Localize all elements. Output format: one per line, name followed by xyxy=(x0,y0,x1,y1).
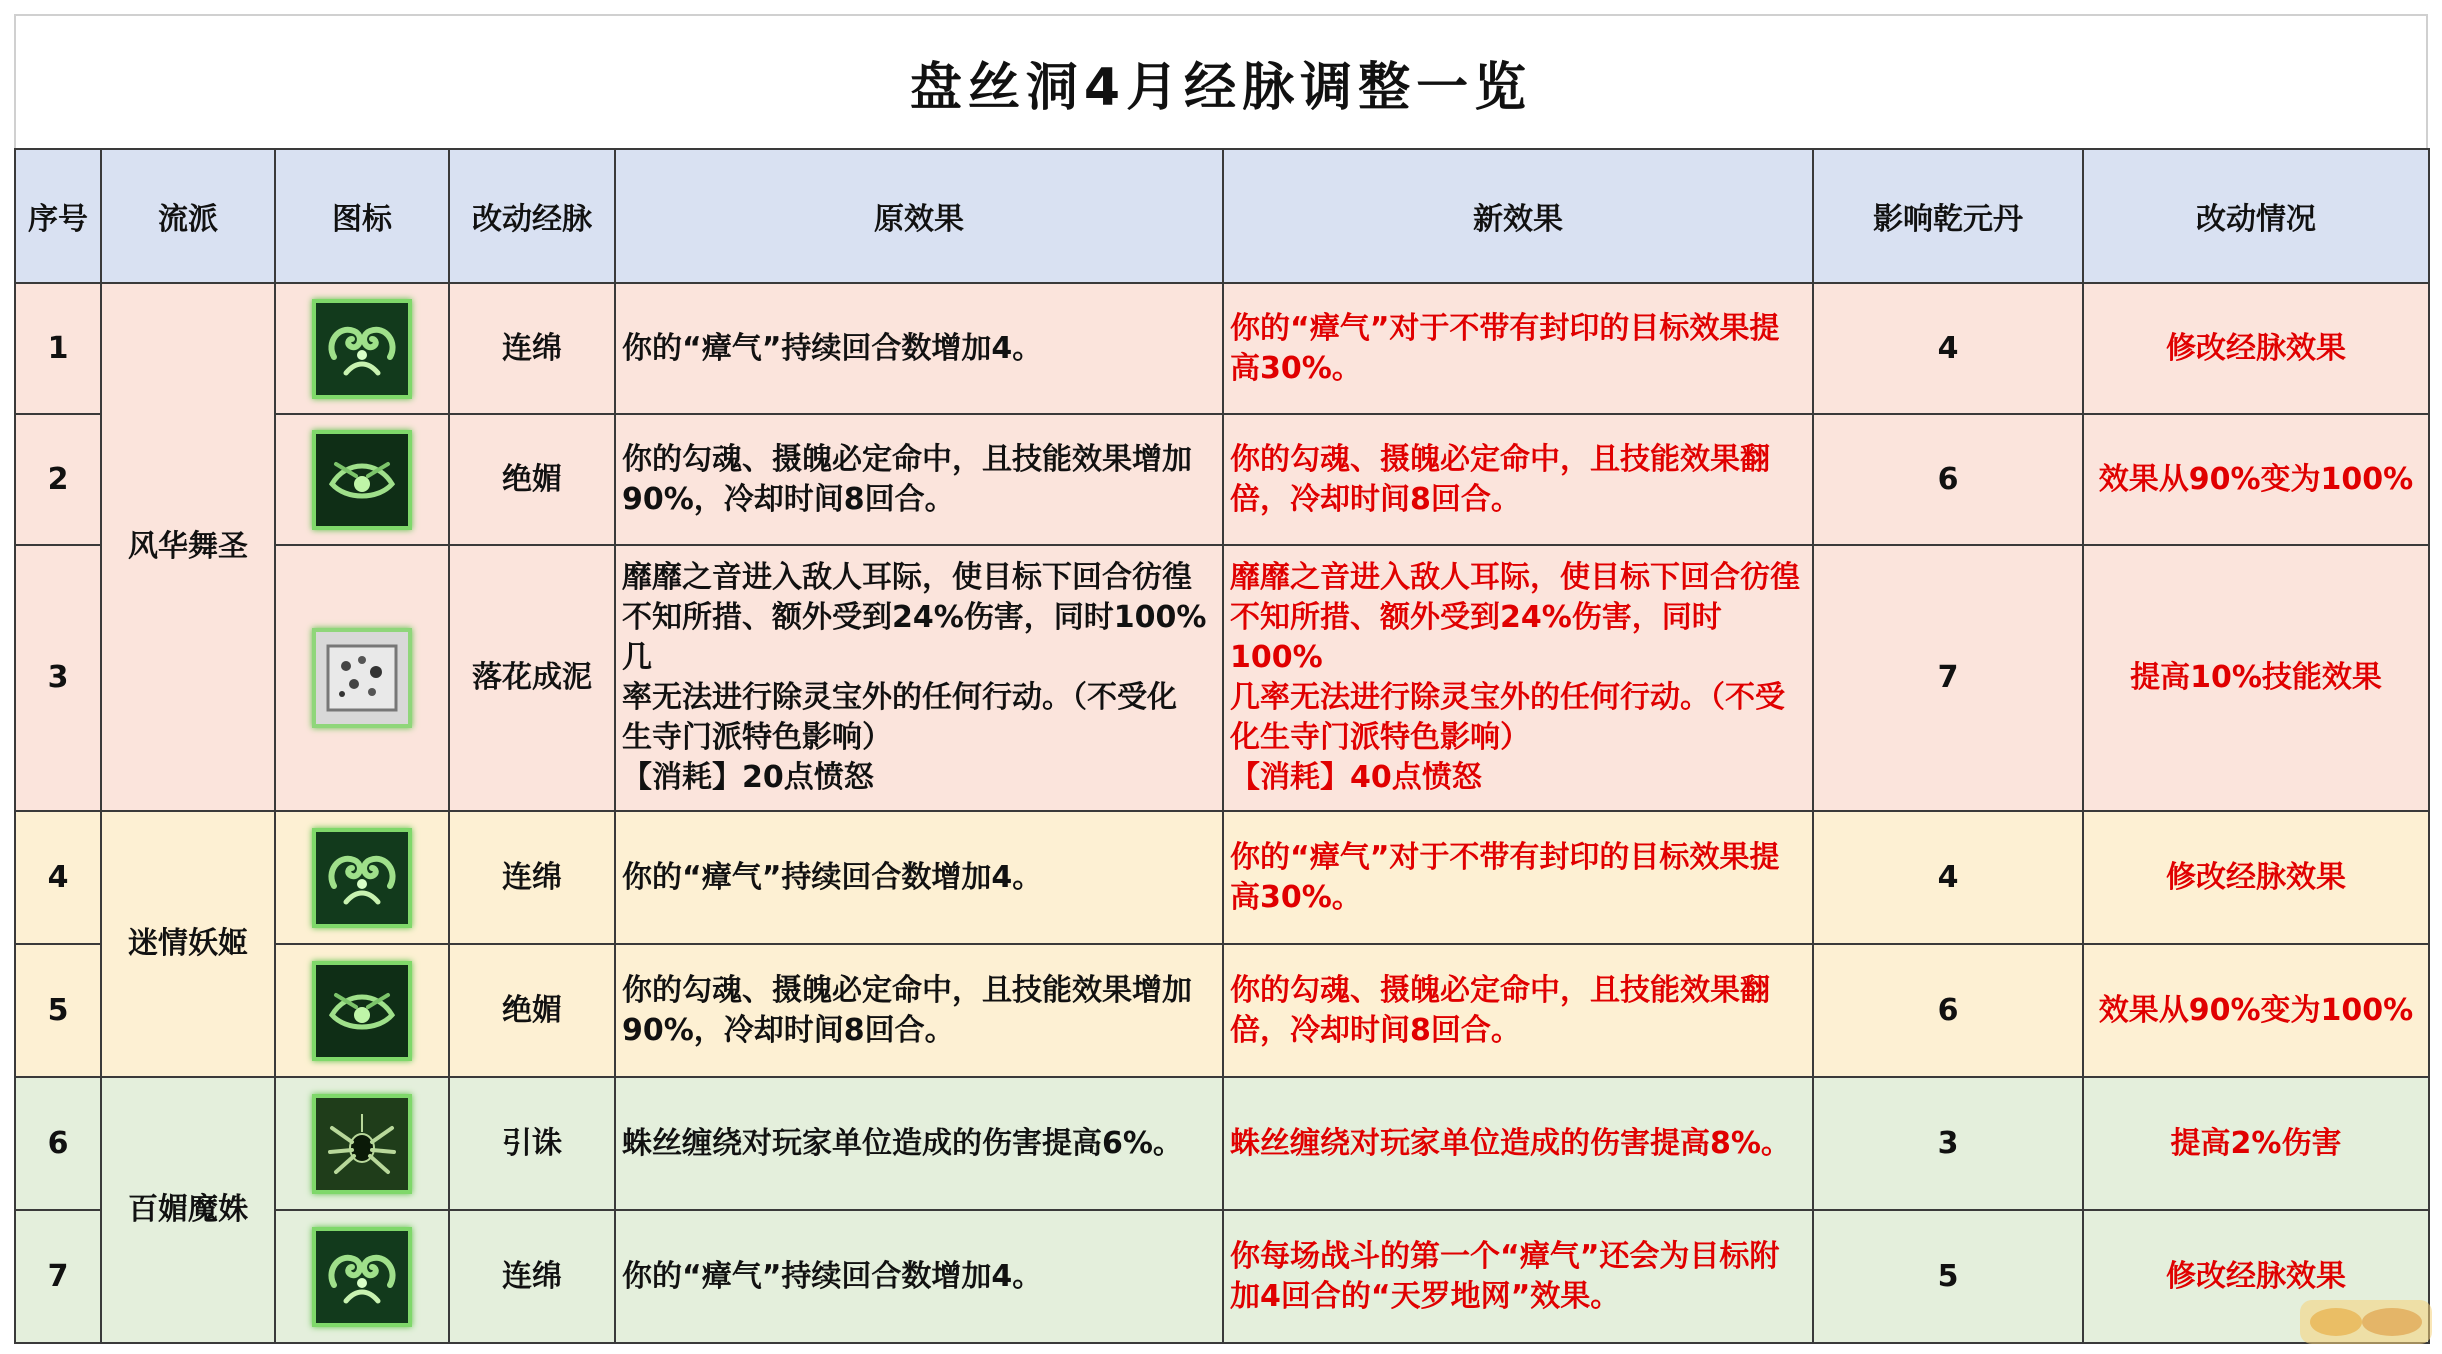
new-effect-line: 你的勾魂、摄魄必定命中，且技能效果翻 xyxy=(1230,441,1770,477)
new-effect xyxy=(1223,1210,1813,1343)
row-number: 5 xyxy=(15,944,101,1077)
old-effect xyxy=(615,545,1223,811)
new-effect-line: 你的勾魂、摄魄必定命中，且技能效果翻 xyxy=(1230,972,1770,1008)
old-effect-line: 靡靡之音进入敌人耳际，使目标下回合彷徨 xyxy=(622,560,1192,595)
old-effect-line: 你的“瘴气”持续回合数增加4。 xyxy=(622,859,1043,895)
old-effect-line: 率无法进行除灵宝外的任何行动。（不受化 xyxy=(622,680,1177,715)
new-effect-line: 高30%。 xyxy=(1230,879,1362,915)
change-status: 提高2%伤害 xyxy=(2083,1077,2429,1210)
watermark-logo xyxy=(2296,1294,2436,1350)
meridian-name: 引诛 xyxy=(449,1077,615,1210)
meridian-name: 绝媚 xyxy=(449,414,615,545)
old-effect-line: 生寺门派特色影响） xyxy=(622,720,892,755)
old-effect-line: 你的“瘴气”持续回合数增加4。 xyxy=(622,1258,1043,1294)
icon-cell xyxy=(275,811,449,944)
table-row xyxy=(15,545,2429,811)
change-status: 提高10%技能效果 xyxy=(2083,545,2429,811)
old-effect-line: 【消耗】20点愤怒 xyxy=(622,760,874,795)
curl-vine-icon xyxy=(312,1227,412,1327)
header-cell: 原效果 xyxy=(615,149,1223,283)
new-effect-line: 不知所措、额外受到24%伤害，同时100% xyxy=(1230,600,1722,675)
new-effect-line: 【消耗】40点愤怒 xyxy=(1230,760,1482,795)
old-effect-line: 你的“瘴气”持续回合数增加4。 xyxy=(622,330,1043,366)
new-effect xyxy=(1223,944,1813,1077)
row-number: 7 xyxy=(15,1210,101,1343)
new-effect-line: 几率无法进行除灵宝外的任何行动。（不受 xyxy=(1230,680,1785,715)
new-effect-line: 高30%。 xyxy=(1230,350,1362,386)
new-effect-line: 化生寺门派特色影响） xyxy=(1230,720,1530,755)
dan-count: 6 xyxy=(1813,944,2083,1077)
old-effect xyxy=(615,1077,1223,1210)
old-effect-line: 你的勾魂、摄魄必定命中，且技能效果增加 xyxy=(622,441,1192,477)
curl-vine-icon xyxy=(312,828,412,928)
meridian-name: 连绵 xyxy=(449,1210,615,1343)
icon-cell xyxy=(275,1077,449,1210)
header-cell: 序号 xyxy=(15,149,101,283)
row-number: 1 xyxy=(15,283,101,414)
table-row xyxy=(15,1210,2429,1343)
old-effect-line: 你的勾魂、摄魄必定命中，且技能效果增加 xyxy=(622,972,1192,1008)
header-cell: 新效果 xyxy=(1223,149,1813,283)
spider-icon xyxy=(312,1094,412,1194)
row-number: 4 xyxy=(15,811,101,944)
old-effect-line: 90%，冷却时间8回合。 xyxy=(622,481,955,517)
row-number: 6 xyxy=(15,1077,101,1210)
new-effect-line: 加4回合的“天罗地网”效果。 xyxy=(1230,1278,1621,1314)
header-cell: 改动情况 xyxy=(2083,149,2429,283)
adjustment-table xyxy=(14,148,2430,1344)
header-cell: 流派 xyxy=(101,149,275,283)
old-effect-line: 90%，冷却时间8回合。 xyxy=(622,1012,955,1048)
new-effect xyxy=(1223,1077,1813,1210)
icon-cell xyxy=(275,414,449,545)
eye-icon xyxy=(312,430,412,530)
new-effect xyxy=(1223,545,1813,811)
header-cell: 影响乾元丹 xyxy=(1813,149,2083,283)
new-effect-line: 蛛丝缠绕对玩家单位造成的伤害提高8%。 xyxy=(1230,1125,1791,1161)
dan-count: 4 xyxy=(1813,811,2083,944)
new-effect-line: 靡靡之音进入敌人耳际，使目标下回合彷徨 xyxy=(1230,560,1800,595)
icon-cell xyxy=(275,283,449,414)
school-name: 风华舞圣 xyxy=(101,283,275,811)
icon-cell xyxy=(275,545,449,811)
row-number: 3 xyxy=(15,545,101,811)
icon-cell xyxy=(275,944,449,1077)
new-effect-line: 倍，冷却时间8回合。 xyxy=(1230,481,1521,517)
table-row xyxy=(15,283,2429,414)
new-effect-line: 你的“瘴气”对于不带有封印的目标效果提 xyxy=(1230,839,1780,875)
eye-icon xyxy=(312,961,412,1061)
old-effect-line: 蛛丝缠绕对玩家单位造成的伤害提高6%。 xyxy=(622,1125,1183,1161)
new-effect xyxy=(1223,414,1813,545)
change-status: 修改经脉效果 xyxy=(2083,1210,2429,1343)
school-name: 百媚魔姝 xyxy=(101,1077,275,1343)
meridian-name: 连绵 xyxy=(449,811,615,944)
table-row xyxy=(15,944,2429,1077)
row-number: 2 xyxy=(15,414,101,545)
curl-vine-icon xyxy=(312,299,412,399)
change-status: 修改经脉效果 xyxy=(2083,283,2429,414)
dan-count: 6 xyxy=(1813,414,2083,545)
meridian-name: 连绵 xyxy=(449,283,615,414)
dan-count: 4 xyxy=(1813,283,2083,414)
icon-cell xyxy=(275,1210,449,1343)
new-effect xyxy=(1223,811,1813,944)
old-effect xyxy=(615,283,1223,414)
header-cell: 图标 xyxy=(275,149,449,283)
change-status: 效果从90%变为100% xyxy=(2083,414,2429,545)
new-effect-line: 你每场战斗的第一个“瘴气”还会为目标附 xyxy=(1230,1238,1780,1274)
spreadsheet xyxy=(14,14,2428,1344)
change-status: 效果从90%变为100% xyxy=(2083,944,2429,1077)
old-effect xyxy=(615,1210,1223,1343)
meridian-name: 绝媚 xyxy=(449,944,615,1077)
school-name: 迷情妖姬 xyxy=(101,811,275,1077)
falling-petals-icon xyxy=(312,628,412,728)
table-row xyxy=(15,811,2429,944)
new-effect-line: 你的“瘴气”对于不带有封印的目标效果提 xyxy=(1230,310,1780,346)
table-row xyxy=(15,1077,2429,1210)
old-effect xyxy=(615,811,1223,944)
table-row xyxy=(15,414,2429,545)
old-effect xyxy=(615,414,1223,545)
old-effect xyxy=(615,944,1223,1077)
new-effect xyxy=(1223,283,1813,414)
new-effect-line: 倍，冷却时间8回合。 xyxy=(1230,1012,1521,1048)
header-row xyxy=(15,149,2429,283)
old-effect-line: 不知所措、额外受到24%伤害，同时100%几 xyxy=(622,600,1207,675)
dan-count: 7 xyxy=(1813,545,2083,811)
page-title: 盘丝洞4月经脉调整一览 xyxy=(14,14,2428,148)
change-status: 修改经脉效果 xyxy=(2083,811,2429,944)
dan-count: 3 xyxy=(1813,1077,2083,1210)
dan-count: 5 xyxy=(1813,1210,2083,1343)
meridian-name: 落花成泥 xyxy=(449,545,615,811)
header-cell: 改动经脉 xyxy=(449,149,615,283)
